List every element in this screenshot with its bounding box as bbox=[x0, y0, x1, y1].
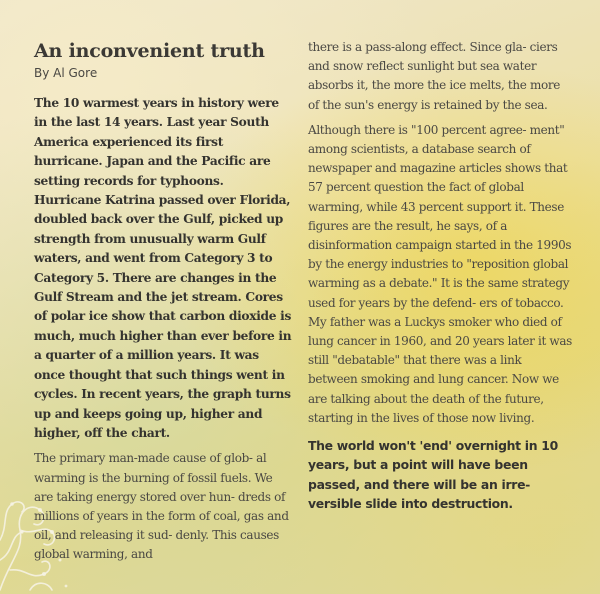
article-lead-paragraph: The 10 warmest years in history were in the last 14 years. Last year South America experienced its first hurricane. Japan and the Pacific are setting records for typhoons. Hurricane Katrina passed over Florida, doubled back over the Gulf, picked up strength from unusually warm Gulf waters, and went from Category 3 to Category 5. There are changes in the Gulf Stream and the jet stream. Cores of polar ice show that carbon dioxide is much, much higher than ever before in a quarter of a million years. It was once thought that such things went in cycles. In recent years, the graph turns up and keeps going up, higher and higher, off the chart. bbox=[34, 96, 292, 440]
left-column bbox=[34, 40, 292, 565]
body-paragraph-1-start: The primary man-made cause of glob- al warming is the burning of fossil fuels. We are taking energy stored over hun- dreds of millions of years in the form of coal, gas and oil, and releasing it sud- denly. This causes global warming, and bbox=[34, 451, 289, 562]
article-byline: By Al Gore bbox=[34, 66, 98, 80]
right-column bbox=[308, 38, 574, 514]
article-title: An inconvenient truth bbox=[34, 40, 265, 62]
body-paragraph-1-end: there is a pass-along effect. Since gla- ciers and snow reflect sunlight but sea water absorbs it, the more the ice melts, the more of the sun's energy is retained by the sea. bbox=[308, 40, 560, 112]
body-paragraph-2: Although there is "100 percent agree- ment" among scientists, a database search of newspaper and magazine articles shows that 57 percent question the fact of global warming, while 43 percent support it. These figures are the result, he says, of a disinformation campaign started in the 1990s by the energy industries to "reposition global warming as a debate." It is the same strategy used for years by the defend- ers of tobacco. My father was a Luckys smoker who died of lung cancer in 1960, and 20 years later it was still "debatable" that there was a link between smoking and lung cancer. Now we are talking about the death of the future, starting in the lives of those now living. bbox=[308, 122, 572, 425]
closing-statement: The world won't 'end' overnight in 10 years, but a point will have been passed, and there will be an irre- versible slide into destruction. bbox=[308, 438, 558, 512]
